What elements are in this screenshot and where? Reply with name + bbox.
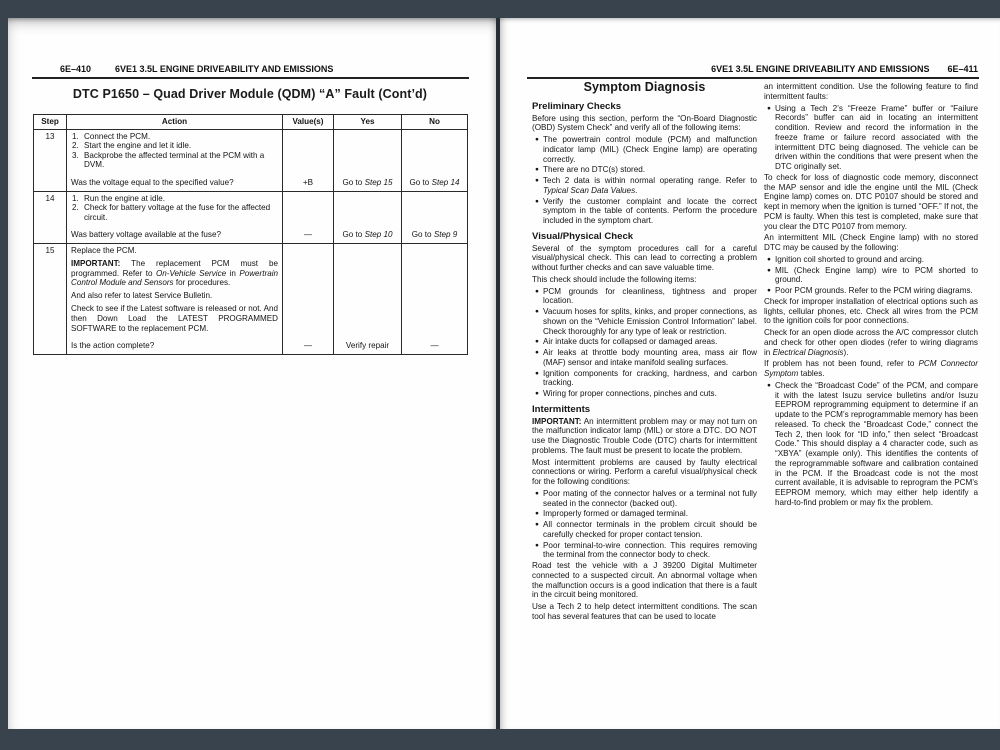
bullet-icon: ● (535, 349, 539, 356)
bullet-icon: ● (535, 166, 539, 174)
diagnostic-table (33, 114, 468, 355)
bullet-item (532, 337, 757, 347)
header-rule (32, 77, 469, 79)
bullet-item (532, 165, 757, 175)
step-cell: 15 (34, 243, 67, 354)
bullet-item (532, 197, 757, 226)
bullet-text: Air leaks at throttle body mounting area, mass air flow (MAF) sensor and intake manifold sealing surfaces. (543, 348, 757, 367)
bullet-icon: ● (767, 266, 771, 274)
section-heading: Preliminary Checks (532, 100, 622, 112)
bullet-item (532, 489, 757, 509)
paragraph: Use a Tech 2 to help detect intermittent conditions. The scan tool has several features that can be used to locate (532, 602, 757, 621)
action-cell (67, 243, 283, 354)
bullet-icon: ● (535, 287, 539, 295)
header-rule (527, 77, 979, 79)
page-right (500, 18, 1000, 729)
yes-cell: Go to Step 10 (334, 191, 402, 243)
bullet-item (532, 389, 757, 399)
bullet-text: Vacuum hoses for splits, kinks, and proper connections, as shown on the “Vehicle Emission Control Information” label. Check thoroughly for any type of leak or restriction. (543, 307, 757, 336)
page-number: 6E–410 (60, 64, 92, 74)
paragraph: IMPORTANT: An intermittent problem may or may not turn on the malfunction indicator lamp (MIL) or store a DTC. DO NOT use the Diagnostic Trouble Code (DTC) charts for intermittent problems. The fault must be present to locate the problem. (532, 416, 757, 455)
bullet-text: PCM grounds for cleanliness, tightness and proper location. (543, 286, 757, 306)
action-step-item (71, 151, 278, 170)
bullet-icon: ● (535, 390, 539, 397)
bullet-icon: ● (535, 136, 539, 143)
symptom-diagnosis-title: Symptom Diagnosis (583, 80, 706, 94)
question-text: Is the action complete? (71, 341, 155, 351)
bullet-item (764, 266, 978, 286)
page-left-header (60, 64, 333, 74)
action-cell (67, 129, 283, 191)
bullet-text: Poor PCM grounds. Refer to the PCM wiring diagrams. (775, 286, 973, 295)
bullet-text: All connector terminals in the problem circuit should be carefully checked for proper contact tension. (543, 520, 757, 539)
column-right-blocks (764, 82, 978, 508)
column-header: Action (67, 115, 283, 130)
bullet-text: Poor mating of the connector halves or a terminal not fully seated in the connector (backed out). (543, 488, 757, 508)
paragraph: Check for an open diode across the A/C compressor clutch and check for other open diodes (refer to wiring diagrams in Electrical Diagnosis). (764, 328, 978, 357)
bullet-text: Improperly formed or damaged terminal. (543, 509, 688, 519)
action-step-text: Run the engine at idle. (84, 193, 165, 203)
bullet-item (764, 104, 978, 172)
paragraph: If problem has not been found, refer to PCM Connector Symptom tables. (764, 359, 978, 378)
column-header: No (402, 115, 468, 130)
table-header-row (34, 115, 468, 130)
bullet-icon: ● (767, 381, 771, 389)
question-text: Was battery voltage available at the fuse? (71, 230, 221, 240)
value-cell: +B (283, 129, 334, 191)
section-heading: Intermittents (532, 403, 591, 415)
header-title: 6VE1 3.5L ENGINE DRIVEABILITY AND EMISSIONS (711, 64, 930, 74)
bullet-text: MIL (Check Engine lamp) wire to PCM shorted to ground. (775, 265, 978, 285)
bullet-icon: ● (535, 369, 539, 377)
bullet-item (532, 176, 757, 196)
action-step-number: 2. (72, 203, 79, 213)
diagnostic-table-wrap (33, 114, 467, 355)
bullet-text: Air intake ducts for collapsed or damaged areas. (543, 337, 718, 347)
bullet-icon: ● (767, 287, 771, 294)
action-step-item (71, 194, 278, 204)
bullet-item (532, 509, 757, 519)
action-step-number: 1. (72, 193, 79, 203)
paragraph: Most intermittent problems are caused by faulty electrical connections or wiring. Perform a careful visual/physical check for the following conditions: (532, 457, 757, 486)
action-step-item (71, 132, 278, 142)
bullet-text: Using a Tech 2’s “Freeze Frame” buffer or “Failure Records” buffer can aid in locating an intermittent condition. Review and record the information in the freeze frame or failure record associated with the intermittent DTC being diagnosed. The vehicle can be driven within the conditions that were present when the DTC originally set. (775, 103, 978, 171)
bullet-item (532, 348, 757, 368)
bullet-icon: ● (535, 541, 539, 549)
paragraph: This check should include the following items: (532, 274, 697, 284)
bullet-icon: ● (767, 104, 771, 112)
paragraph: An intermittent MIL (Check Engine lamp) with no stored DTC may be caused by the following: (764, 233, 978, 252)
page-left (8, 18, 497, 729)
action-paragraph: And also refer to latest Service Bulletin. (71, 291, 213, 301)
column-left-blocks (532, 102, 757, 622)
bullet-item (532, 287, 757, 307)
page-number: 6E–411 (947, 64, 978, 74)
bullet-text: Check the “Broadcast Code” of the PCM, and compare it with the latest Isuzu service bulletins and/or Isuzu EEPROM reprogramming equipment to determine if an update to the PCM’s reprogrammable memory has been released. To check the “Broadcast Code,” connect the Tech 2, then look for “ID info,” then select “Broadcast Code.” This should display a 4 character code, such as “XBYA” (example only). This identifies the contents of the reprogrammable software and calibration contained in the PCM. If the Broadcast code is not the most current available, it is advisable to reprogram the PCM’s EEPROM memory, which may either help identify a hard-to-find problem or may fix the problem. (775, 380, 978, 507)
bullet-item (532, 369, 757, 389)
no-cell: — (402, 243, 468, 354)
bullet-item (532, 307, 757, 336)
value-cell: — (283, 191, 334, 243)
bullet-icon: ● (535, 338, 539, 346)
paragraph: an intermittent condition. Use the following feature to find intermittent faults: (764, 82, 978, 101)
bullet-text: Tech 2 data is within normal operating range. Refer to Typical Scan Data Values. (543, 176, 757, 195)
no-cell: Go to Step 9 (402, 191, 468, 243)
action-step-number: 2. (72, 141, 79, 151)
header-title: 6VE1 3.5L ENGINE DRIVEABILITY AND EMISSIONS (115, 64, 334, 74)
bullet-text: Poor terminal-to-wire connection. This requires removing the terminal from the connector body to check. (543, 540, 757, 560)
bullet-item (532, 520, 757, 540)
action-step-number: 1. (72, 131, 79, 141)
bullet-icon: ● (535, 308, 539, 315)
action-paragraph: IMPORTANT: The replacement PCM must be programmed. Refer to On-Vehicle Service in Powertrain Control Module and Sensors for procedures. (71, 259, 278, 288)
bullet-text: The powertrain control module (PCM) and malfunction indicator lamp (MIL) (Check Engine lamp) are operating correctly. (543, 135, 757, 164)
bullet-text: Ignition components for cracking, hardness, and carbon tracking. (543, 368, 757, 388)
action-step-text: Start the engine and let it idle. (84, 141, 192, 151)
bullet-item (532, 135, 757, 164)
action-paragraph: Replace the PCM. (71, 245, 137, 255)
column-header: Step (34, 115, 67, 130)
bullet-item (764, 286, 978, 296)
page-right-header (711, 64, 978, 74)
bullet-text: Wiring for proper connections, pinches and cuts. (543, 389, 717, 398)
bullet-text: There are no DTC(s) stored. (543, 165, 646, 175)
column-left (532, 82, 757, 624)
bullet-icon: ● (535, 521, 539, 528)
table-row (34, 243, 468, 354)
paragraph: Before using this section, perform the “On-Board Diagnostic (OBD) System Check” and verify all of the following items: (532, 113, 757, 133)
yes-cell: Verify repair (334, 243, 402, 354)
value-cell: — (283, 243, 334, 354)
table-row (34, 191, 468, 243)
step-cell: 13 (34, 129, 67, 191)
bullet-item (764, 255, 978, 265)
column-header: Yes (334, 115, 402, 130)
action-cell (67, 191, 283, 243)
bullet-item (532, 541, 757, 561)
column-right (764, 82, 978, 509)
action-step-text: Backprobe the affected terminal at the PCM with a DVM. (84, 150, 265, 170)
bullet-icon: ● (535, 177, 539, 184)
bullet-icon: ● (535, 489, 539, 497)
paragraph: Check for improper installation of electrical options such as lights, cellular phones, etc. Check all wires from the PCM to the ignition coils for poor connections. (764, 296, 978, 326)
no-cell: Go to Step 14 (402, 129, 468, 191)
paragraph: To check for loss of diagnostic code memory, disconnect the MAP sensor and idle the engine until the MIL (Check Engine lamp) comes on. DTC P0107 should be stored and kept in memory when the ignition is turned “OFF.” If not, the PCM is faulty. When this test is completed, make sure that you clear the DTC P0107 from memory. (764, 172, 978, 231)
yes-cell: Go to Step 15 (334, 129, 402, 191)
paragraph: Several of the symptom procedures call for a careful visual/physical check. This can lead to correcting a problem without further checks and can save valuable time. (532, 243, 757, 272)
column-header: Value(s) (283, 115, 334, 130)
text-columns (532, 82, 978, 624)
bullet-text: Verify the customer complaint and locate the correct symptom in the table of contents. Perform the procedure included in the symptom chart. (543, 196, 757, 225)
step-cell: 14 (34, 191, 67, 243)
action-step-text: Connect the PCM. (84, 131, 151, 141)
action-step-item (71, 203, 278, 222)
action-step-text: Check for battery voltage at the fuse for the affected circuit. (84, 203, 271, 222)
section-heading: Visual/Physical Check (532, 230, 634, 242)
bullet-icon: ● (535, 197, 539, 205)
paragraph: Road test the vehicle with a J 39200 Digital Multimeter connected to a suspected circuit. An abnormal voltage when the malfunction occurs is a good indication that there is a fault in the circuit being monitored. (532, 561, 757, 600)
action-paragraph: Check to see if the Latest software is released or not. And then Down Load the LATEST PROGRAMMED SOFTWARE to the replacement PCM. (71, 304, 278, 333)
dtc-title: DTC P1650 – Quad Driver Module (QDM) “A” Fault (Cont’d) (72, 87, 428, 101)
bullet-icon: ● (535, 510, 539, 518)
question-text: Was the voltage equal to the specified value? (71, 177, 234, 187)
table-row (34, 129, 468, 191)
action-step-item (71, 141, 278, 151)
bullet-icon: ● (767, 255, 771, 263)
action-step-number: 3. (72, 150, 79, 160)
bullet-text: Ignition coil shorted to ground and arcing. (775, 254, 925, 264)
bullet-item (764, 381, 978, 508)
